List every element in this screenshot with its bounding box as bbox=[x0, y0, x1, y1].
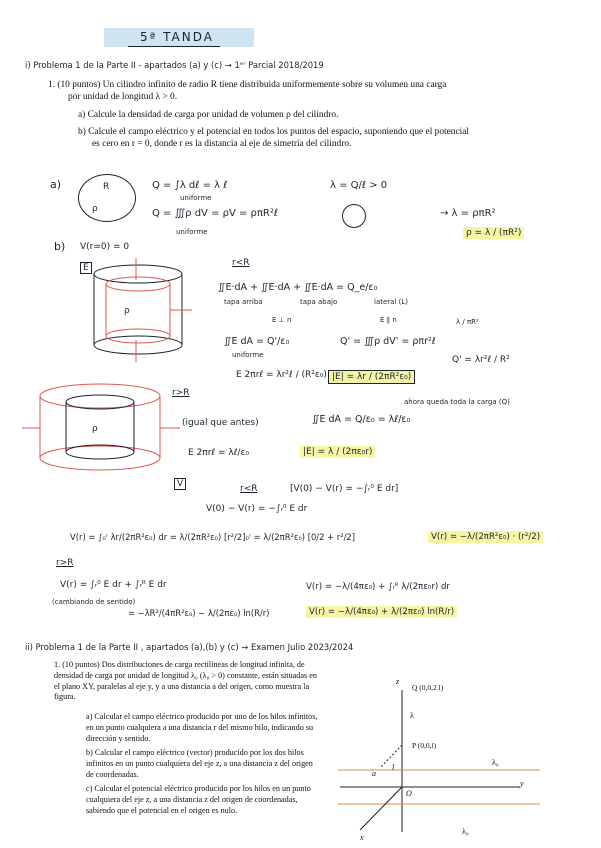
fig-lambda0-bottom: λ₀ bbox=[462, 827, 469, 836]
sketch-label-R: R bbox=[103, 182, 110, 192]
section1-heading: i) Problema 1 de la Parte II - apartados (a) y (c) → 1ᵉʳ Parcial 2018/2019 bbox=[25, 60, 324, 70]
case-v-outside: r>R bbox=[56, 558, 74, 568]
fig-a-label: a bbox=[372, 769, 376, 778]
igual-note: (igual que antes) bbox=[182, 418, 259, 428]
v-outside-note: (cambiando de sentido) bbox=[52, 598, 136, 606]
perp-note: E ⊥ n bbox=[272, 316, 292, 324]
cylinder-gauss-inside bbox=[94, 258, 192, 362]
v-integral-inside: V(r) = ∫₀ʳ λr/(2πR²ε₀) dr = λ/(2πR²ε₀) [r²/2]₀ʳ = λ/(2πR²ε₀) [0/2 + r²/2] bbox=[70, 532, 356, 542]
page-title: 5ª TANDA bbox=[140, 30, 214, 44]
potential-section-box: V bbox=[174, 478, 186, 490]
problem2-part-b: b) Calcular el campo eléctrico (vector) producido por los dos hilos infinitos en un punto cualquiera del eje z, a una distancia z del origen de coordenadas. bbox=[86, 748, 313, 779]
case-inside-label: r<R bbox=[232, 258, 250, 268]
fig-z-label: z bbox=[396, 677, 400, 686]
eq-lambda-def: λ = Q/ℓ > 0 bbox=[330, 180, 388, 191]
problem2-part-a: a) Calcular el campo eléctrico producido por uno de los hilos infinitos, en un punto cualquiera a una distancia r del mismo hilo, indicando su dirección y sentido. bbox=[86, 712, 318, 743]
sketch-label-rho: ρ bbox=[92, 204, 98, 214]
problem1-part-b-line1: b) Calcule el campo eléctrico y el potencial en todos los puntos del espacio, suponiendo que el potencial bbox=[78, 127, 470, 137]
qprime-eq2: Q' = λr²ℓ / R² bbox=[452, 355, 510, 365]
lambda-ratio: λ / πR² bbox=[456, 318, 479, 326]
fig-lambda-label: λ bbox=[410, 711, 414, 720]
solution-b-label: b) bbox=[54, 240, 66, 253]
v-outside-2: = −λR²/(4πR²ε₀) − λ/(2πε₀) ln(R/r) bbox=[128, 608, 270, 618]
rho-inside-label: ρ bbox=[124, 306, 130, 316]
case-outside-label: r>R bbox=[172, 388, 190, 398]
E-outside-result: |E| = λ / (2πε₀r) bbox=[300, 446, 375, 458]
gauss-integral: ∬E dA = Q'/ε₀ bbox=[224, 336, 290, 347]
tapa-superior: tapa arriba bbox=[224, 298, 263, 306]
v-outside-3: V(r) = −λ/(4πε₀) + ∫ᵣᴿ λ/(2πε₀r) dr bbox=[306, 582, 450, 592]
gauss-outside: ∬E dA = Q/ε₀ = λℓ/ε₀ bbox=[312, 414, 411, 425]
solution-a-label: a) bbox=[50, 178, 62, 191]
v-outside-1: V(r) = ∫ᵣ⁰ E dr + ∫ᵣᴿ E dr bbox=[60, 580, 167, 590]
E-inside-result: |E| = λr / (2πR²ε₀) bbox=[328, 370, 415, 384]
e2pirl-outside: E 2πrℓ = λℓ/ε₀ bbox=[188, 448, 249, 458]
tapa-inferior: tapa abajo bbox=[300, 298, 338, 306]
V-inside-result: V(r) = −λ/(2πR²ε₀) · (r²/2) bbox=[428, 531, 543, 543]
gauss-uniforme: uniforme bbox=[232, 351, 264, 359]
rho-outside-label: ρ bbox=[92, 424, 98, 434]
eq-Q-line-integral: Q = ∫λ dℓ = λ ℓ bbox=[152, 180, 228, 191]
problem2-statement: 1. (10 puntos) Dos distribuciones de carga rectilíneas de longitud infinita, de densidad de carga por unidad de longitud λ₀ (λ₀ > 0) constante, están situadas en el plano XY, paralelas al eje y, y a una distancia a del origen, como muestra la figura. bbox=[54, 660, 317, 702]
field-section-box: E bbox=[80, 262, 92, 274]
V-outside-result: V(r) = −λ/(4πε₀) + λ/(2πε₀) ln(R/r) bbox=[306, 606, 457, 618]
gauss-outside-note: ahora queda toda la carga (Q) bbox=[404, 398, 510, 406]
eq-Q-volume-integral: Q = ∭ρ dV = ρV = ρπR²ℓ bbox=[152, 208, 279, 219]
v-definition: [V(0) − V(r) = −∫ᵣ⁰ E dr] bbox=[290, 484, 399, 494]
potential-condition: V(r=0) = 0 bbox=[80, 242, 130, 252]
problem1-part-a: a) Calcule la densidad de carga por unidad de volumen ρ del cilindro. bbox=[78, 110, 339, 120]
lines-figure bbox=[338, 690, 540, 832]
eq-lambda-rho: → λ = ρπR² bbox=[440, 208, 496, 219]
cylinder-gauss-outside bbox=[22, 384, 180, 470]
rho-result: ρ = λ / (πR²) bbox=[463, 227, 524, 239]
v-step: V(0) − V(r) = −∫ᵣ⁰ E dr bbox=[206, 504, 308, 514]
eq1-note: uniforme bbox=[180, 194, 212, 202]
gauss-inside: ∬E·dA + ∬E·dA + ∬E·dA = Q_e/ε₀ bbox=[218, 282, 378, 293]
fig-O-label: O bbox=[406, 789, 412, 798]
e2pirl-inside: E 2πrℓ = λr²ℓ / (R²ε₀) bbox=[236, 370, 327, 380]
problem2-part-c: c) Calcular el potencial eléctrico producido por los hilos en un punto cualquiera del eje z, a una distancia z del origen de coordenadas, sabiendo que el potencial en el origen es nulo. bbox=[86, 784, 311, 815]
case-v-inside: r<R bbox=[240, 484, 258, 494]
problem1-part-b-line2: es cero en r = 0, donde r es la distancia al eje de simetría del cilindro. bbox=[92, 139, 352, 149]
eq2-note: uniforme bbox=[176, 228, 208, 236]
parallel-note: E ∥ n bbox=[380, 316, 397, 324]
lateral: lateral (L) bbox=[374, 298, 408, 306]
fig-P-label: P (0,0,l) bbox=[412, 741, 437, 750]
qprime-eq: Q' = ∭ρ dV' = ρπr²ℓ bbox=[340, 336, 436, 347]
fig-l-label: l bbox=[392, 763, 395, 772]
problem1-text-line2: por unidad de longitud λ > 0. bbox=[68, 92, 178, 102]
fig-x-label: x bbox=[360, 833, 364, 842]
fig-lambda0-top: λ₀ bbox=[492, 758, 499, 767]
fig-Q-label: Q (0,0,2 l) bbox=[412, 683, 444, 692]
problem1-text-line1: 1. (10 puntos) Un cilindro infinito de radio R tiene distribuida uniformemente sobre su volumen una carga bbox=[48, 80, 447, 90]
fig-y-label: y bbox=[520, 779, 524, 788]
section2-heading: ii) Problema 1 de la Parte II , apartados (a),(b) y (c) → Examen Julio 2023/2024 bbox=[25, 642, 354, 652]
